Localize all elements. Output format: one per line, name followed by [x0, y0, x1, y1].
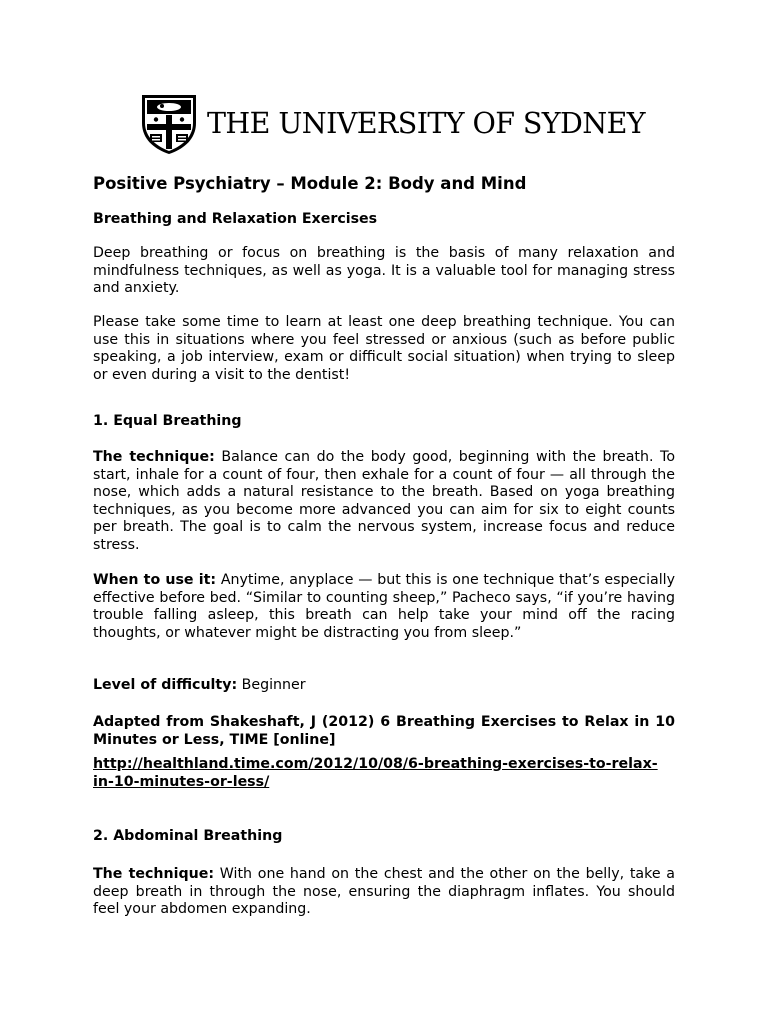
source-link-paragraph [93, 756, 675, 791]
university-name: THE UNIVERSITY OF SYDNEY [207, 106, 645, 140]
difficulty-label: Level of difficulty: [93, 677, 238, 693]
technique-paragraph-2 [93, 866, 675, 919]
intro-paragraph-1: Deep breathing or focus on breathing is the basis of many relaxation and mindfulness techniques, as well as yoga. It is a valuable tool for managing stress and anxiety. [93, 245, 675, 297]
technique-paragraph-1 [93, 449, 675, 555]
technique-text-2: With one hand on the chest and the other on the belly, take a deep breath in through the nose, ensuring the diaphragm inflates. You should feel your abdomen expanding. [93, 866, 676, 918]
when-text: Anytime, anyplace — but this is one technique that’s especially effective before bed. “Similar to counting sheep,” Pacheco says, “if you’re having trouble falling asleep, this breath can help take your mind off the racing thoughts, or whatever might be distracting you from sleep.” [93, 572, 675, 641]
university-header [140, 93, 645, 155]
page-title: Positive Psychiatry – Module 2: Body and Mind [93, 174, 527, 193]
page-subtitle: Breathing and Relaxation Exercises [93, 211, 378, 227]
when-to-use-paragraph [93, 572, 675, 642]
difficulty-paragraph [93, 677, 675, 695]
section-heading-equal-breathing: 1. Equal Breathing [93, 413, 242, 429]
difficulty-value: Beginner [241, 677, 306, 693]
section-heading-abdominal-breathing: 2. Abdominal Breathing [93, 828, 283, 844]
technique-label-2: The technique: [93, 866, 215, 882]
technique-text: Balance can do the body good, beginning with the breath. To start, inhale for a count of four, then exhale for a count of four — all through the nose, which adds a natural resistance to the breath. Based on yoga breathing techniques, as you become more advanced you can aim for six to eight counts per breath. The goal is to calm the nervous system, increase focus and reduce stress. [93, 449, 675, 553]
intro-paragraph-2: Please take some time to learn at least one deep breathing technique. You can use this in situations where you feel stressed or anxious (such as before public speaking, a job interview, exam or difficult social situation) when trying to sleep or even during a visit to the dentist! [93, 314, 675, 383]
source-citation: Adapted from Shakeshaft, J (2012) 6 Breathing Exercises to Relax in 10 Minutes or Less, TIME [online] [93, 714, 675, 748]
when-label: When to use it: [93, 572, 217, 588]
source-link[interactable]: http://healthland.time.com/2012/10/08/6-breathing-exercises-to-relax-in-10-minutes-or-less/ [93, 756, 658, 790]
technique-label: The technique: [93, 449, 215, 465]
university-crest-icon [140, 93, 198, 155]
